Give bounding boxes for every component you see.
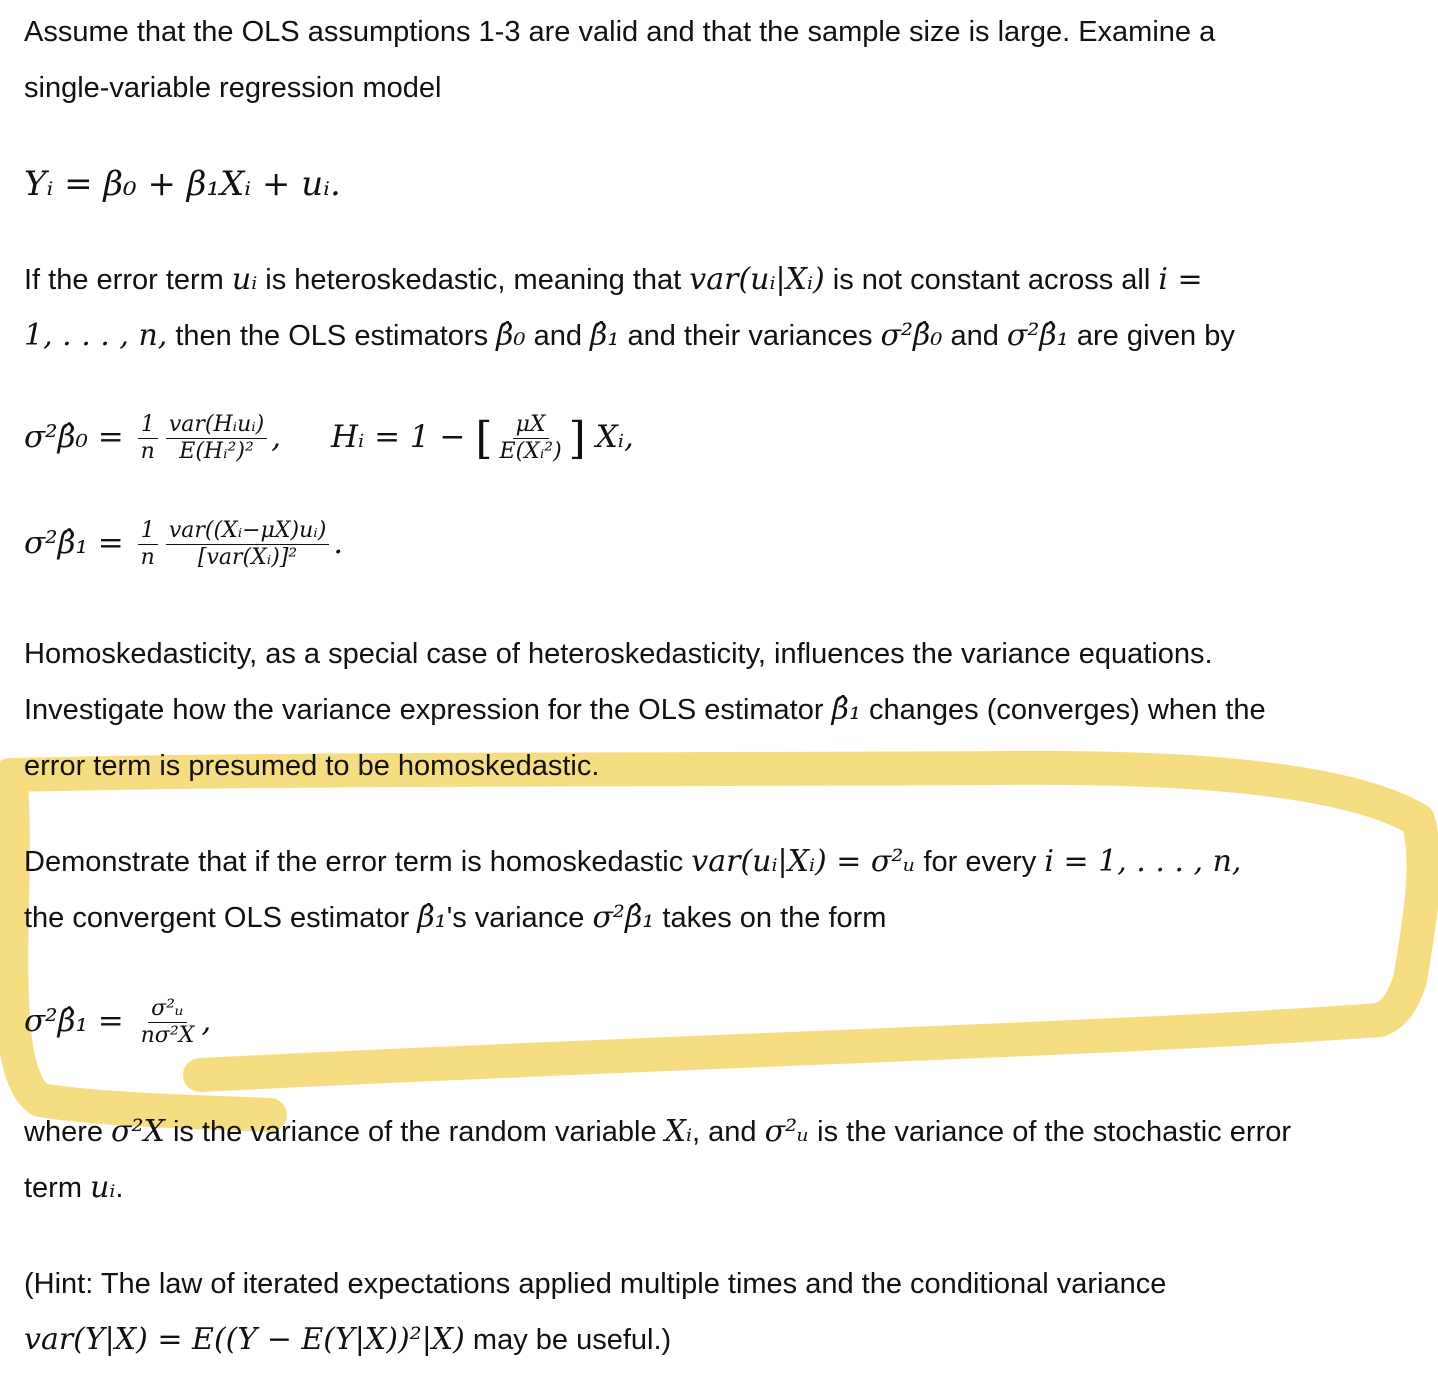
- homo-intro-line-3: error term is presumed to be homoskedastic.: [24, 750, 600, 782]
- demonstrate-line-1: Demonstrate that if the error term is homoskedastic var(uᵢ|Xᵢ) = σ²ᵤ for every i = 1, . . . , n,: [24, 844, 1242, 879]
- hint-line-1: (Hint: The law of iterated expectations applied multiple times and the conditional variance: [24, 1268, 1167, 1300]
- equation-homoskedastic-variance: σ²β̂₁ = $\frac{\text{σ²ᵤ}}{\text{nσ²X}}$ ,: [24, 996, 212, 1048]
- intro-line-1: Assume that the OLS assumptions 1-3 are valid and that the sample size is large. Examine a: [24, 16, 1216, 48]
- hetero-line-2: 1, . . . , n, then the OLS estimators β̂₀ and β̂₁ and their variances σ²β̂₀ and σ²β̂₁ are given by: [24, 318, 1235, 353]
- intro-line-2: single-variable regression model: [24, 72, 442, 104]
- homo-intro-line-1: Homoskedasticity, as a special case of heteroskedasticity, influences the variance equations.: [24, 638, 1213, 670]
- where-line-2: term uᵢ.: [24, 1170, 124, 1205]
- hetero-line-1: If the error term uᵢ is heteroskedastic, meaning that var(uᵢ|Xᵢ) is not constant across all i =: [24, 262, 1203, 297]
- where-line-1: where σ²X is the variance of the random variable Xᵢ, and σ²ᵤ is the variance of the stochastic error: [24, 1114, 1292, 1149]
- homo-intro-line-2: Investigate how the variance expression for the OLS estimator β̂₁ changes (converges) when the: [24, 692, 1266, 727]
- model-equation: Yᵢ = β₀ + β₁Xᵢ + uᵢ.: [24, 164, 341, 204]
- demonstrate-line-2: the convergent OLS estimator β̂₁'s variance σ²β̂₁ takes on the form: [24, 900, 887, 935]
- hint-line-2: var(Y|X) = E((Y − E(Y|X))²|X) may be useful.): [24, 1322, 672, 1357]
- equation-var-beta0: σ²β̂₀ = $\frac{1}{n}$ $\frac{\text{var(Hᵢuᵢ)}}{\text{E(Hᵢ²)²}}$ , Hᵢ = 1 − [ $\frac{\mu X}{\text{E(Xᵢ²)}}$ ] Xᵢ,: [24, 412, 634, 464]
- equation-var-beta1: σ²β̂₁ = $\frac{1}{n}$ $\frac{\text{var((Xᵢ−μX)uᵢ)}}{\text{[var(Xᵢ)]²}}$ .: [24, 518, 344, 570]
